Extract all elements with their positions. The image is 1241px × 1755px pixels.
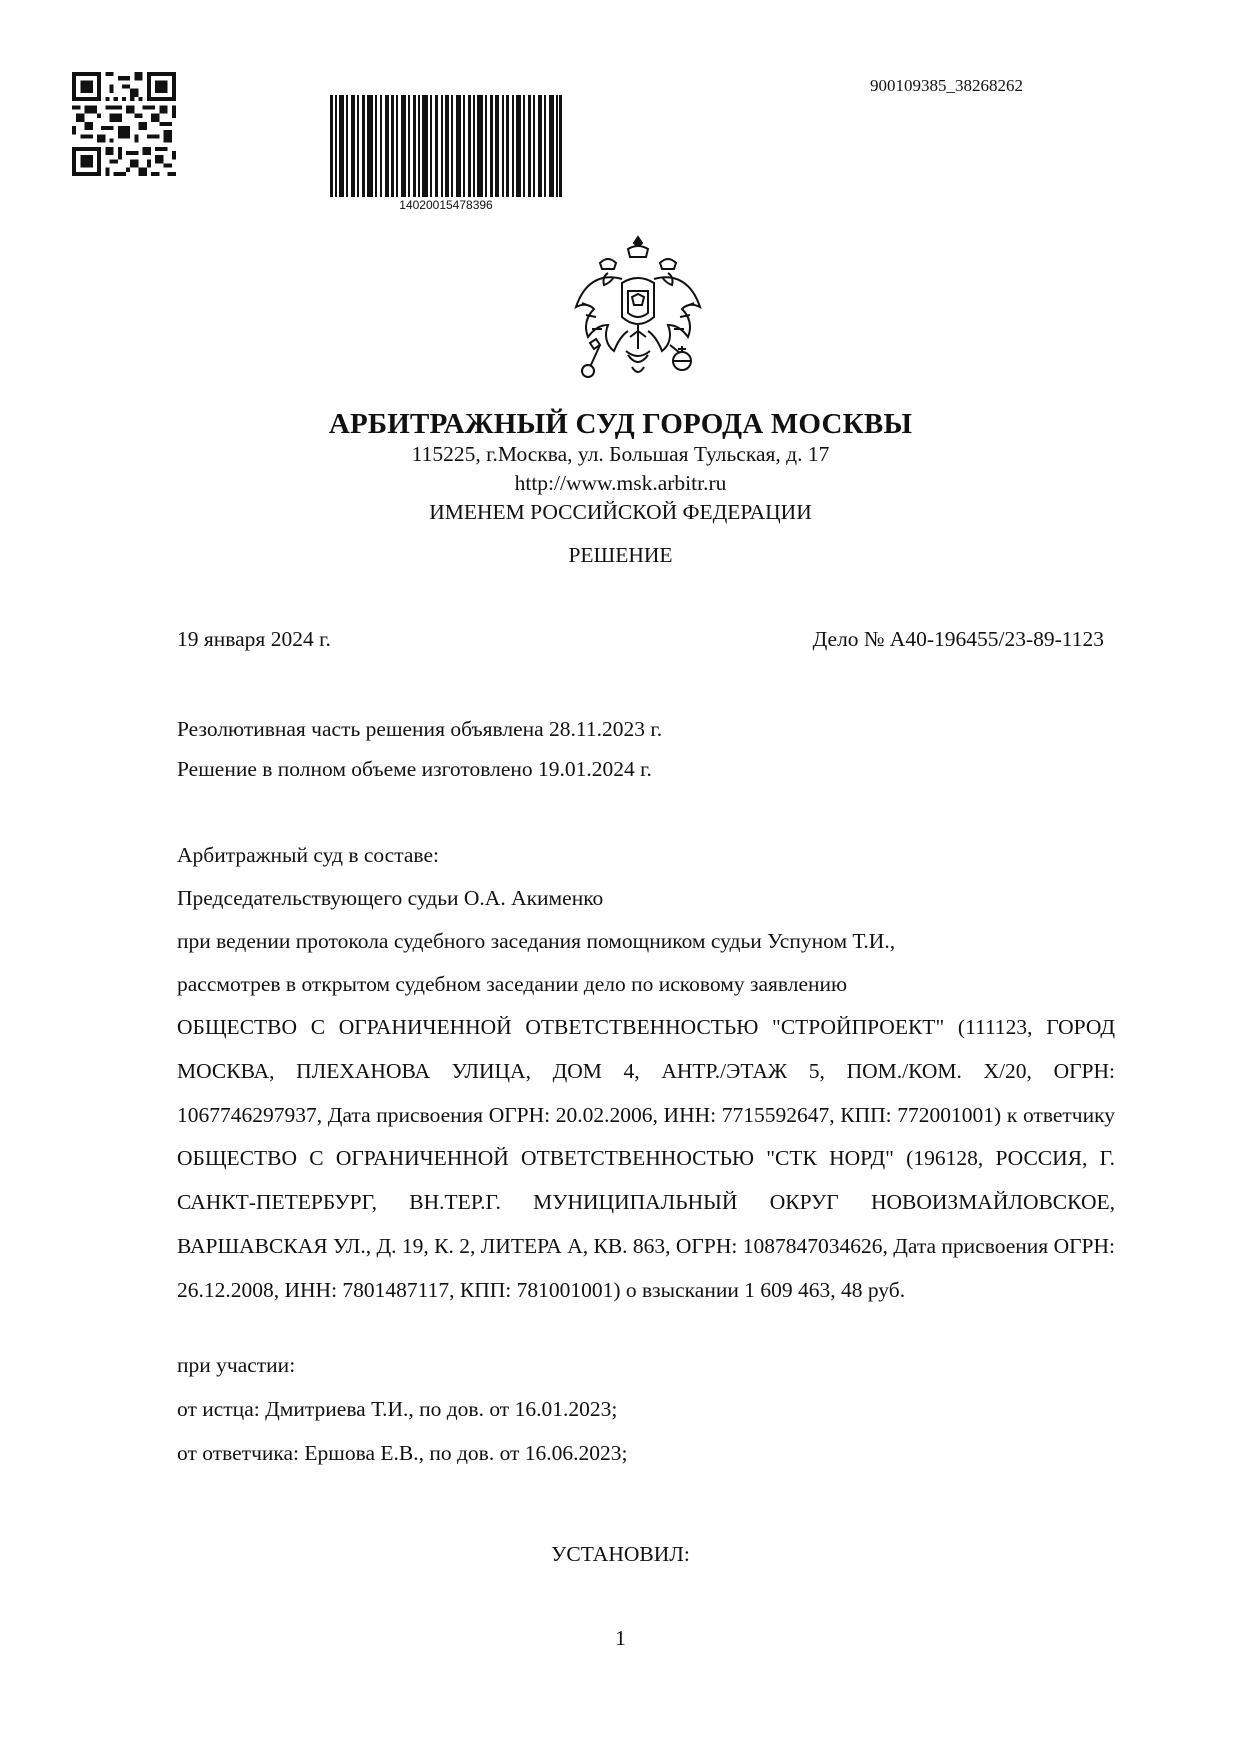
court-composition-line: Арбитражный суд в составе: <box>177 843 439 867</box>
court-website: http://www.msk.arbitr.ru <box>514 471 727 495</box>
court-address: 115225, г.Москва, ул. Большая Тульская, д. 17 <box>411 442 830 466</box>
resolution-announced-line: Резолютивная часть решения объявлена 28.11.2023 г. <box>177 717 663 741</box>
qr-code <box>72 72 176 176</box>
decision-made-line: Решение в полном объеме изготовлено 19.01.2024 г. <box>177 757 652 781</box>
established-heading: УСТАНОВИЛ: <box>551 1542 690 1566</box>
considered-line: рассмотрев в открытом судебном заседании дело по исковому заявлению <box>177 972 848 996</box>
protocol-line: при ведении протокола судебного заседания помощником судьи Успуном Т.И., <box>177 929 896 953</box>
defendant-representative-line: от ответчика: Ершова Е.В., по дов. от 16.06.2023; <box>177 1441 628 1465</box>
decision-date: 19 января 2024 г. <box>177 627 331 651</box>
court-name: АРБИТРАЖНЫЙ СУД ГОРОДА МОСКВЫ <box>328 408 913 440</box>
case-number: Дело № А40-196455/23-89-1123 <box>812 627 1104 651</box>
barcode-number: 14020015478396 <box>399 198 493 212</box>
document-id: 900109385_38268262 <box>870 76 1023 95</box>
presiding-judge-line: Председательствующего судьи О.А. Акименко <box>177 886 604 910</box>
federation-heading: ИМЕНЕМ РОССИЙСКОЙ ФЕДЕРАЦИИ <box>429 500 812 524</box>
coat-of-arms-emblem <box>570 233 706 389</box>
parties-paragraph: ОБЩЕСТВО С ОГРАНИЧЕННОЙ ОТВЕТСТВЕННОСТЬЮ "СТРОЙПРОЕКТ" (111123, ГОРОД МОСКВА, ПЛЕХАНОВА УЛИЦА, ДОМ 4, АНТР./ЭТАЖ 5, ПОМ./КОМ. Х/20, ОГРН: 1067746297937, Дата присвоения ОГРН: 20.02.2006, ИНН: 7715592647, КПП: 772001001) к ответчику ОБЩЕСТВО С ОГРАНИЧЕННОЙ ОТВЕТСТВЕННОСТЬЮ "СТК НОРД" (196128, РОССИЯ, Г. САНКТ-ПЕТЕРБУРГ, ВН.ТЕР.Г. МУНИЦИПАЛЬНЫЙ ОКРУГ НОВОИЗМАЙЛОВСКОЕ, ВАРШАВСКАЯ УЛ., Д. 19, К. 2, ЛИТЕРА А, КВ. 863, ОГРН: 1087847034626, Дата присвоения ОГРН: 26.12.2008, ИНН: 7801487117, КПП: 781001001) о взыскании 1 609 463, 48 руб. <box>177 1015 1115 1302</box>
participation-line: при участии: <box>177 1353 296 1377</box>
document-type-heading: РЕШЕНИЕ <box>568 543 673 567</box>
barcode <box>330 95 562 197</box>
plaintiff-representative-line: от истца: Дмитриева Т.И., по дов. от 16.01.2023; <box>177 1397 618 1421</box>
page-number: 1 <box>615 1626 626 1650</box>
